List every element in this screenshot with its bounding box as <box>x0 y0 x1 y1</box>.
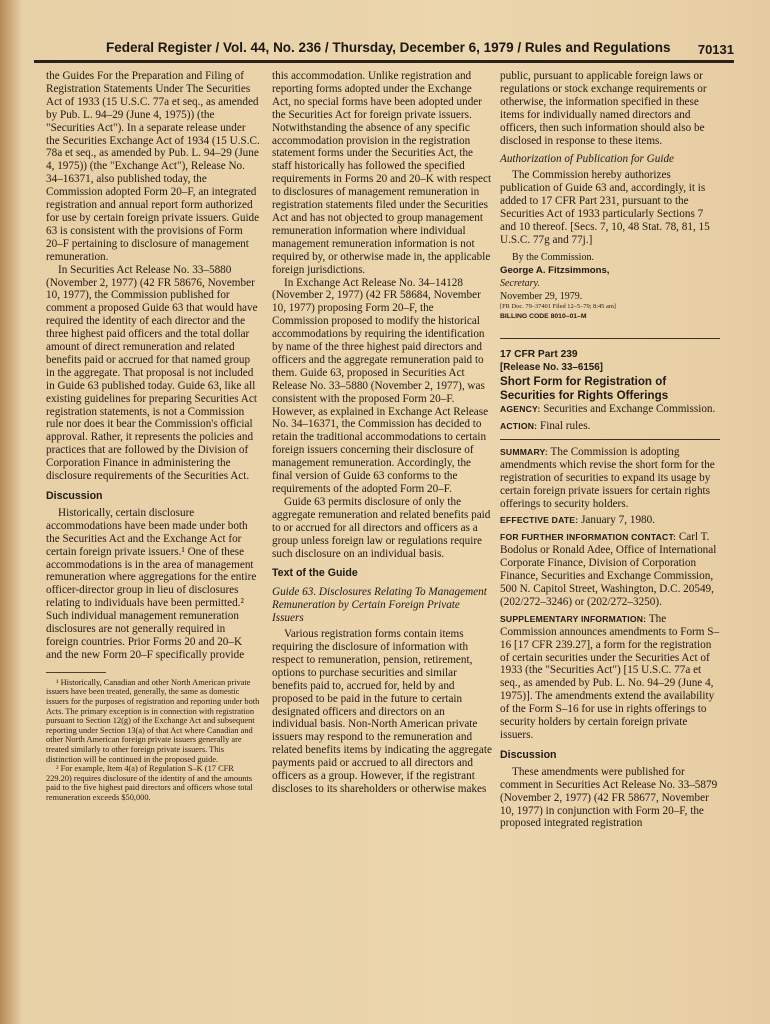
section-divider <box>500 338 720 339</box>
signer-name: George A. Fitzsimmons, <box>500 264 610 276</box>
section-heading: Text of the Guide <box>272 567 358 580</box>
footnotes <box>46 678 260 803</box>
footnote: ² For example, Item 4(a) of Regulation S–K (17 CFR 229.20) requires disclosure of the identity of and the amounts paid to the five highest paid directors and officers whose total remuneration exceeds $50,000. <box>46 764 253 802</box>
summary-value: The Commission is adopting amendments which revise the short form for the registration of securities to expand its usage by certain foreign private issuers for certain rights offerings to security holders. <box>500 445 715 510</box>
section-heading: Authorization of Publication for Guide <box>500 153 675 166</box>
footnote: ¹ Historically, Canadian and other North American private issuers have been treated, generally, the same as domestic issuers for the purposes of registration and reporting under both Acts. The primary exception is in connection with registration pursuant to Section 12(g) of the Exchange Act and subsequent reporting under Section 13(a) of that Act where Canadian and other North American foreign private issuers generally are treated similarly to other foreign private issuers. This distinction will be continued in the proposed guide. <box>46 677 260 764</box>
signer-title: Secretary. <box>500 277 540 289</box>
paragraph: the Guides For the Preparation and Filing of Registration Statements Under The Securities Act of 1933 (15 U.S.C. 77a et seq., as amended by Pub. L. 94–29 (June 4, 1975)) (the "Securities Act"). In a separate release under the Securities Exchange Act of 1934 (15 U.S.C. 78a et seq., as amended by Pub. L. 94–29 (June 4, 1975)) (the "Exchange Act"), Release No. 34–16371, also published today, the Commission adopted Form 20–F, an integrated registration and annual report form authorized for use by certain foreign private issuers. Guide 63 is consistent with the provisions of Form 20–F pertaining to disclosure of management remuneration. <box>46 70 260 263</box>
billing-code: BILLING CODE 8010–01–M <box>500 313 587 321</box>
page-header <box>34 38 734 58</box>
column-middle <box>272 70 492 796</box>
agency-value: Securities and Exchange Commission. <box>543 403 716 416</box>
column-left <box>46 70 260 803</box>
paragraph: In Securities Act Release No. 33–5880 (November 2, 1977) (42 FR 58676, November 10, 1977), the Commission published for comment a proposed Guide 63 that would have required the identity of each director and the three highest paid officers and the total dollar amount of direct remuneration and related benefits paid or accrued for that named group in the aggregate. That proposal is not included in Guide 63 published today. Guide 63, like all existing guidelines for preparing Securities Act registration statements, is not a Commission rule nor does it bear the Commission's official approval. Rather, it represents the policies and practices that are followed by the Division of Corporation Finance in administering the disclosure requirements of the Securities Act. <box>46 263 258 483</box>
contact-line <box>500 531 720 608</box>
header-rule <box>34 60 734 63</box>
summary-line <box>500 446 720 511</box>
contact-value: Carl T. Bodolus or Ronald Adee, Office of International Corporate Finance, Division of Corporation Finance, Securities and Exchange Commission, 500 N. Capitol Street, Washington, D.C. 20549, (202/272–3246) or (202/272–3250). <box>500 531 717 608</box>
action-line <box>500 420 720 433</box>
supplementary-value: The Commission announces amendments to Form S–16 [17 CFR 239.27], a form for the registration of certain securities under the Securities Act of 1933 (the "Securities Act") [15 U.S.C. 77a et seq., as amended by Pub. L. No. 94–29 (June 4, 1975)]. The amendments extend the availability of the Form S–16 for use in rights offerings to security holders by certain foreign private issuers. <box>500 612 720 741</box>
effective-value: January 7, 1980. <box>581 514 656 527</box>
section-heading: Discussion <box>500 748 557 761</box>
release-number: [Release No. 33–6156] <box>500 362 603 374</box>
agency-label: AGENCY: <box>500 404 541 415</box>
section-divider <box>500 439 720 440</box>
cfr-part: 17 CFR Part 239 <box>500 349 578 361</box>
paragraph: Various registration forms contain items requiring the disclosure of information with respect to remuneration, pension, retirement, options to purchase securities and similar benefits paid to, accrued for, held by and proposed to be paid in the future to certain designated officers and directors on an individual basis. Non-North American private issuers may respond to the remuneration and related benefits items by indicating the aggregate payments paid or accrued to all directors and officers as a group. However, if the registrant discloses to its shareholders or otherwise makes <box>272 628 492 795</box>
signed-date: November 29, 1979. <box>500 290 583 302</box>
paragraph: public, pursuant to applicable foreign laws or regulations or stock exchange requirements or otherwise, the information specified in these items for individually named directors and officers, then such information should also be disclosed in response to these items. <box>500 70 707 147</box>
column-right <box>500 70 720 830</box>
page-number: 70131 <box>697 42 734 57</box>
rule-title: Short Form for Registration of Securities for Rights Offerings <box>500 375 669 403</box>
agency-line <box>500 403 720 416</box>
action-value: Final rules. <box>540 420 591 433</box>
supplementary-line <box>500 613 720 742</box>
contact-label: FOR FURTHER INFORMATION CONTACT: <box>500 532 677 543</box>
action-label: ACTION: <box>500 421 538 432</box>
guide-title: Guide 63. Disclosures Relating To Management Remuneration by Certain Foreign Private Issuers <box>272 586 487 625</box>
by-commission: By the Commission. <box>512 251 594 263</box>
paragraph: Historically, certain disclosure accommodations have been made under both the Securities Act and the Exchange Act for certain foreign private issuers.¹ One of these accommodations is in the area of management remuneration where aggregations for the entire officer-director group in lieu of disclosures relating to individuals have been permitted.² Such individual management remuneration disclosures are not generally required in foreign countries. Prior Forms 20 and 20–K and the new Form 20–F specifically provide <box>46 506 257 661</box>
effective-line <box>500 514 720 527</box>
header-title: Federal Register / Vol. 44, No. 236 / Thursday, December 6, 1979 / Rules and Regulations <box>106 40 671 55</box>
paragraph: In Exchange Act Release No. 34–14128 (November 2, 1977) (42 FR 58684, November 10, 1977) proposing Form 20–F, the Commission proposed to modify the historical accommodations by requiring the identification by name of the three highest paid directors and officers and the aggregate remuneration paid to them. Guide 63, proposed in Securities Act Release No. 33–5880 (November 2, 1977), was consistent with the proposed Form 20–F. However, as explained in Exchange Act Release No. 34–16371, the Commission has decided to retain the traditional accommodations to certain foreign issuers concerning their disclosure of management remuneration. Accordingly, the final version of Guide 63 conforms to the requirements of the adopted Form 20–F. <box>272 276 489 495</box>
supplementary-label: SUPPLEMENTARY INFORMATION: <box>500 613 647 624</box>
paragraph: Guide 63 permits disclosure of only the aggregate remuneration and related benefits paid to or accrued for all directors and officers as a group unless foreign law or regulations require such disclosure on an individual basis. <box>272 495 491 560</box>
fr-doc: [FR Doc. 79–37401 Filed 12–5–79; 8:45 am] <box>500 303 616 311</box>
effective-label: EFFECTIVE DATE: <box>500 515 579 526</box>
paragraph: The Commission hereby authorizes publication of Guide 63 and, accordingly, it is added to 17 CFR Part 231, pursuant to the Securities Act of 1933 particularly Sections 7 and 10 thereof. [Secs. 7, 10, 48 Stat. 78, 81, 15 U.S.C. 77g and 77j.] <box>500 169 710 246</box>
paragraph: this accommodation. Unlike registration and reporting forms adopted under the Exchange Act, no special forms have been adopted under the Securities Act for foreign private issuers. Notwithstanding the absence of any specific accommodation provision in the registration statement forms under the Securities Act, the staff historically has followed the specified requirements in Forms 20 and 20–K with respect to disclosures of management remuneration in registration statements filed under the Securities Act and has not objected to group management remuneration information where individual management remuneration information is not required by, or otherwise made in, the applicable foreign jurisdictions. <box>272 70 492 276</box>
section-heading: Discussion <box>46 490 103 502</box>
footnote-rule <box>46 672 106 673</box>
summary-label: SUMMARY: <box>500 446 548 457</box>
paragraph: These amendments were published for comment in Securities Act Release No. 33–5879 (November 2, 1977) (42 FR 58677, November 10, 1977) in conjunction with Form 20–F, the proposed integrated registration <box>500 765 718 830</box>
